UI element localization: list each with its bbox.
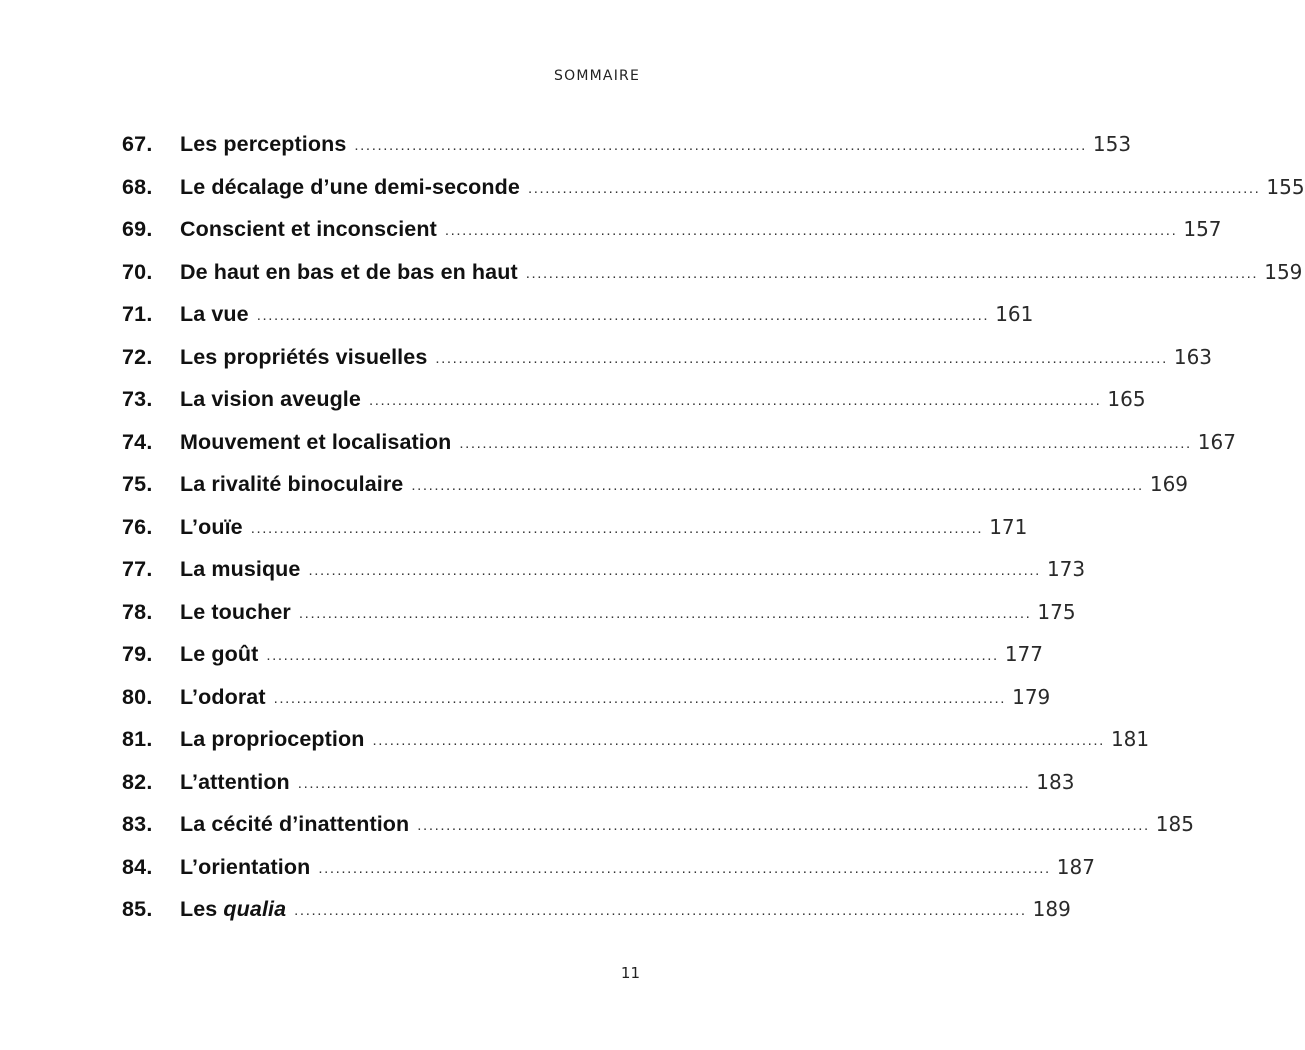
toc-entry [122, 383, 1146, 426]
entry-number: 68. [122, 174, 153, 199]
dot-leader: ............................................................................................................................... [273, 689, 1007, 707]
entry-title: La cécité d’inattention [180, 812, 410, 836]
toc-entry [122, 341, 1213, 384]
entry-page-number: 153 [1092, 132, 1132, 156]
dot-leader: ............................................................................................................................... [294, 902, 1027, 919]
entry-title-prefix: Les [180, 897, 224, 921]
dot-leader: ............................................................................................................................... [525, 264, 1259, 282]
entry-title: L’attention [180, 769, 290, 794]
entry-number: 72. [122, 344, 153, 369]
entry-page-number: 173 [1046, 557, 1086, 581]
dot-leader: ............................................................................................................................... [297, 774, 1031, 792]
toc-entry [122, 256, 1303, 299]
entry-number: 85. [122, 897, 153, 921]
entry-page-number: 183 [1036, 769, 1075, 794]
entry-page-number: 177 [1004, 642, 1043, 666]
entry-page-number: 155 [1266, 174, 1305, 199]
entry-number: 84. [122, 854, 153, 879]
entry-title-italic: qualia [223, 897, 287, 921]
toc-entry [122, 511, 1028, 554]
entry-page-number: 189 [1032, 897, 1071, 921]
page-folio: 11 [620, 964, 640, 982]
entry-page-number: 179 [1012, 684, 1051, 709]
dot-leader: ............................................................................................................................... [459, 434, 1192, 452]
toc-entry [122, 468, 1189, 511]
entry-title: Conscient et inconscient [180, 217, 437, 241]
dot-leader: ............................................................................................................................... [250, 519, 984, 537]
toc-entry [122, 893, 1071, 936]
entry-number: 79. [122, 642, 153, 666]
toc-entry [122, 128, 1132, 171]
entry-number: 71. [122, 302, 153, 326]
entry-title: Le goût [180, 642, 259, 666]
entry-number: 83. [122, 812, 153, 836]
toc-entry [122, 851, 1095, 894]
entry-number: 73. [122, 387, 153, 411]
entry-number: 82. [122, 769, 153, 794]
entry-number: 69. [122, 217, 153, 241]
entry-number: 78. [122, 599, 153, 624]
dot-leader: ............................................................................................................................... [256, 307, 990, 324]
dot-leader: ............................................................................................................................... [266, 647, 999, 664]
entry-title: La musique [180, 557, 301, 581]
dot-leader: ............................................................................................................................... [372, 732, 1105, 749]
dot-leader: ............................................................................................................................... [435, 349, 1168, 367]
running-head: SOMMAIRE [554, 68, 640, 84]
toc-entry [122, 766, 1075, 809]
toc-entry [122, 426, 1236, 469]
dot-leader: ............................................................................................................................... [318, 859, 1051, 877]
toc-entry [122, 638, 1043, 681]
entry-page-number: 157 [1183, 217, 1222, 241]
dot-leader: ............................................................................................................................... [354, 137, 1087, 154]
toc-entry [122, 171, 1305, 214]
toc-entry [122, 298, 1034, 341]
entry-number: 81. [122, 727, 153, 751]
entry-page-number: 175 [1037, 599, 1076, 624]
toc-entry [122, 213, 1222, 256]
entry-title: L’ouïe [180, 514, 243, 539]
entry-page-number: 167 [1197, 429, 1236, 454]
entry-title: La vision aveugle [180, 387, 361, 411]
entry-number: 74. [122, 429, 153, 454]
table-of-contents [122, 128, 1305, 936]
dot-leader: ............................................................................................................................... [308, 562, 1041, 579]
dot-leader: ............................................................................................................................... [527, 179, 1261, 197]
toc-entry [122, 596, 1076, 639]
entry-title: Mouvement et localisation [180, 429, 452, 454]
entry-number: 67. [122, 132, 153, 156]
entry-page-number: 161 [995, 302, 1034, 326]
entry-title: L’orientation [180, 854, 311, 879]
entry-title: La proprioception [180, 727, 365, 751]
entry-number: 80. [122, 684, 153, 709]
dot-leader: ............................................................................................................................... [368, 392, 1102, 409]
entry-page-number: 171 [989, 514, 1028, 539]
entry-title: L’odorat [180, 684, 266, 709]
entry-title: De haut en bas et de bas en haut [180, 259, 518, 284]
entry-page-number: 169 [1149, 472, 1189, 496]
entry-page-number: 187 [1056, 854, 1095, 879]
dot-leader: ............................................................................................................................... [298, 604, 1032, 622]
entry-number: 70. [122, 259, 153, 284]
toc-entry [122, 681, 1051, 724]
entry-page-number: 185 [1155, 812, 1194, 836]
entry-page-number: 181 [1110, 727, 1150, 751]
entry-title: Les perceptions [180, 132, 347, 156]
entry-title: La vue [180, 302, 249, 326]
entry-page-number: 159 [1264, 259, 1303, 284]
dot-leader: ............................................................................................................................... [411, 477, 1144, 494]
dot-leader: ............................................................................................................................... [417, 817, 1150, 834]
entry-number: 75. [122, 472, 153, 496]
entry-title: Les propriétés visuelles [180, 344, 428, 369]
dot-leader: ............................................................................................................................... [444, 222, 1178, 239]
entry-number: 77. [122, 557, 153, 581]
toc-entry [122, 553, 1086, 596]
entry-page-number: 163 [1173, 344, 1213, 369]
entry-title: Le décalage d’une demi-seconde [180, 174, 520, 199]
entry-number: 76. [122, 514, 153, 539]
entry-title: La rivalité binoculaire [180, 472, 404, 496]
entry-title: Le toucher [180, 599, 291, 624]
toc-entry [122, 808, 1194, 851]
entry-title [180, 893, 286, 925]
entry-page-number: 165 [1107, 387, 1146, 411]
toc-entry [122, 723, 1150, 766]
